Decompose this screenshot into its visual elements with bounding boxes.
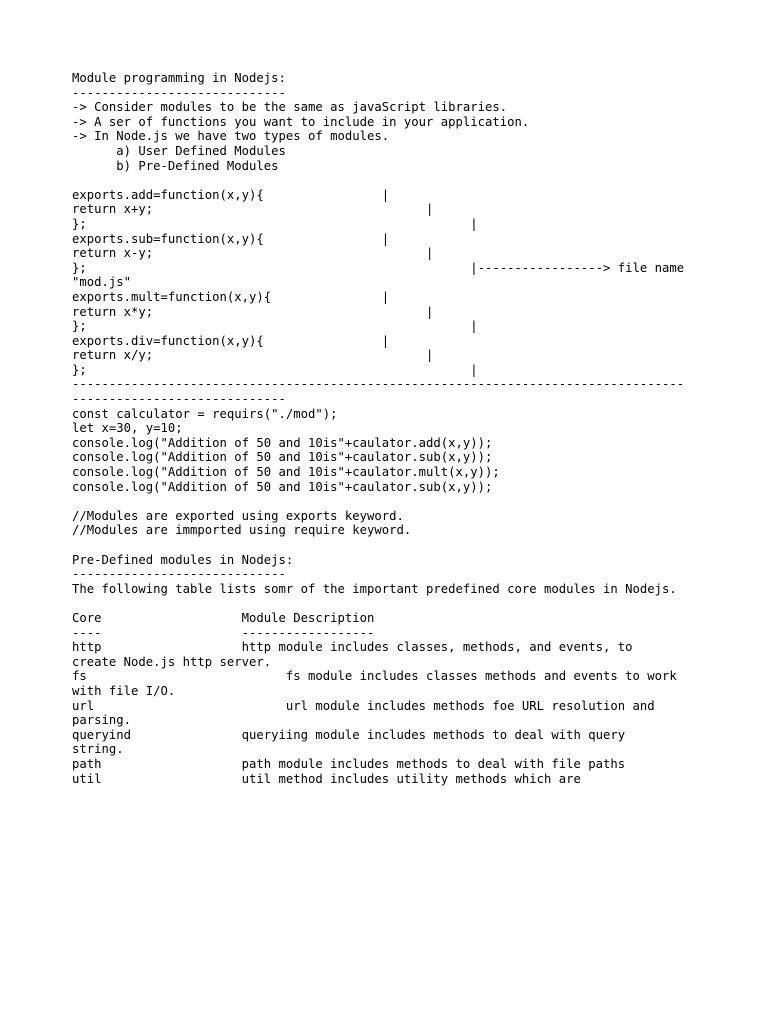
code-line: "mod.js" [72, 275, 132, 290]
table-row: string. [72, 742, 124, 757]
list-item: a) User Defined Modules [72, 143, 286, 158]
code-line: const calculator = requirs("./mod"); [72, 406, 338, 421]
code-line: }; | [72, 319, 478, 334]
code-line: }; | [72, 362, 478, 377]
list-item: b) Pre-Defined Modules [72, 158, 279, 173]
table-row: parsing. [72, 713, 132, 728]
comment-line: //Modules are exported using exports keyword. [72, 508, 404, 523]
text-line: -> In Node.js we have two types of modules. [72, 129, 390, 144]
code-line: console.log("Addition of 50 and 10is"+caulator.sub(x,y)); [72, 479, 493, 494]
code-line: console.log("Addition of 50 and 10is"+caulator.sub(x,y)); [72, 450, 493, 465]
table-row: path path module includes methods to deal with file paths [72, 756, 626, 771]
code-line: return x-y; | [72, 246, 434, 261]
code-line: return x+y; | [72, 202, 434, 217]
code-line: return x*y; | [72, 304, 434, 319]
table-header: Core Module Description [72, 610, 375, 625]
table-row: http http module includes classes, methods, and events, to [72, 640, 633, 655]
text-line: The following table lists somr of the important predefined core modules in Nodejs. [72, 581, 677, 596]
heading-underline: ----------------------------- [72, 85, 286, 100]
table-header-underline: ---- ------------------ [72, 625, 375, 640]
table-row: util util method includes utility methods which are [72, 771, 581, 786]
heading-underline: ----------------------------- [72, 567, 286, 582]
text-line: -> A ser of functions you want to include in your application. [72, 114, 530, 129]
blank-line [72, 596, 684, 611]
document-text [72, 71, 684, 786]
table-row: fs fs module includes classes methods and events to work [72, 669, 677, 684]
table-row: queryind queryiing module includes methods to deal with query [72, 727, 626, 742]
table-row: url url module includes methods foe URL resolution and [72, 698, 655, 713]
code-line: exports.div=function(x,y){ | [72, 333, 390, 348]
code-line: let x=30, y=10; [72, 421, 183, 436]
code-line: }; | [72, 216, 478, 231]
code-line: }; |-----------------> file name [72, 260, 685, 275]
code-line: exports.sub=function(x,y){ | [72, 231, 390, 246]
text-line: -> Consider modules to be the same as javaScript libraries. [72, 100, 508, 115]
blank-line [72, 494, 684, 509]
code-line: exports.mult=function(x,y){ | [72, 289, 390, 304]
separator-line: ----------------------------------------------------------------------------------- [72, 377, 685, 392]
table-row: with file I/O. [72, 683, 176, 698]
code-line: console.log("Addition of 50 and 10is"+caulator.add(x,y)); [72, 435, 493, 450]
code-line: console.log("Addition of 50 and 10is"+caulator.mult(x,y)); [72, 465, 500, 480]
heading-predefined-modules: Pre-Defined modules in Nodejs: [72, 552, 294, 567]
comment-line: //Modules are immported using require keyword. [72, 523, 412, 538]
code-line: exports.add=function(x,y){ | [72, 187, 390, 202]
separator-line: ----------------------------- [72, 392, 286, 407]
heading-module-programming: Module programming in Nodejs: [72, 71, 286, 85]
blank-line [72, 538, 684, 553]
code-line: return x/y; | [72, 348, 434, 363]
blank-line [72, 173, 684, 188]
table-row: create Node.js http server. [72, 654, 272, 669]
